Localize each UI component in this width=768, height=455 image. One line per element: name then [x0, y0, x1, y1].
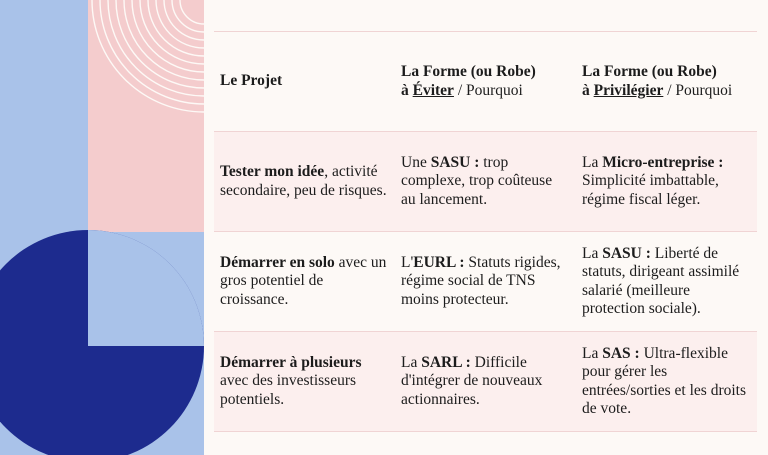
- table-row: [214, 332, 757, 432]
- prefer-cell: La SASU : Liberté de statuts, dirigeant assimilé salarié (meilleure protection sociale).: [582, 244, 740, 317]
- header-project: Le Projet: [220, 72, 283, 90]
- geometric-shapes-illustration: [0, 0, 204, 455]
- comparison-table: [214, 31, 757, 432]
- table-row: [214, 232, 757, 332]
- avoid-cell: Une SASU : trop complexe, trop coûteuse au lancement.: [401, 153, 553, 208]
- header-prefer: La Forme (ou Robe) à Privilégier / Pourquoi: [582, 63, 733, 99]
- table-row: [214, 132, 757, 232]
- prefer-cell: La Micro-entreprise : Simplicité imbattable, régime fiscal léger.: [582, 153, 724, 208]
- avoid-keyword: Éviter: [412, 81, 454, 99]
- header-avoid: La Forme (ou Robe) à Éviter / Pourquoi: [401, 63, 536, 99]
- prefer-keyword: Privilégier: [593, 81, 664, 99]
- prefer-cell: La SAS : Ultra-flexible pour gérer les entrées/sorties et les droits de vote.: [582, 344, 746, 417]
- project-cell: Démarrer en solo avec un gros potentiel de croissance.: [220, 253, 387, 308]
- avoid-cell: L'EURL : Statuts rigides, régime social de TNS moins protecteur.: [401, 253, 561, 308]
- project-cell: Tester mon idée, activité secondaire, peu de risques.: [220, 163, 387, 199]
- decorative-graphic: [0, 0, 204, 455]
- project-cell: Démarrer à plusieurs avec des investisseurs potentiels.: [220, 353, 362, 408]
- avoid-cell: La SARL : Difficile d'intégrer de nouveaux actionnaires.: [401, 353, 543, 408]
- table-header-row: [214, 32, 757, 132]
